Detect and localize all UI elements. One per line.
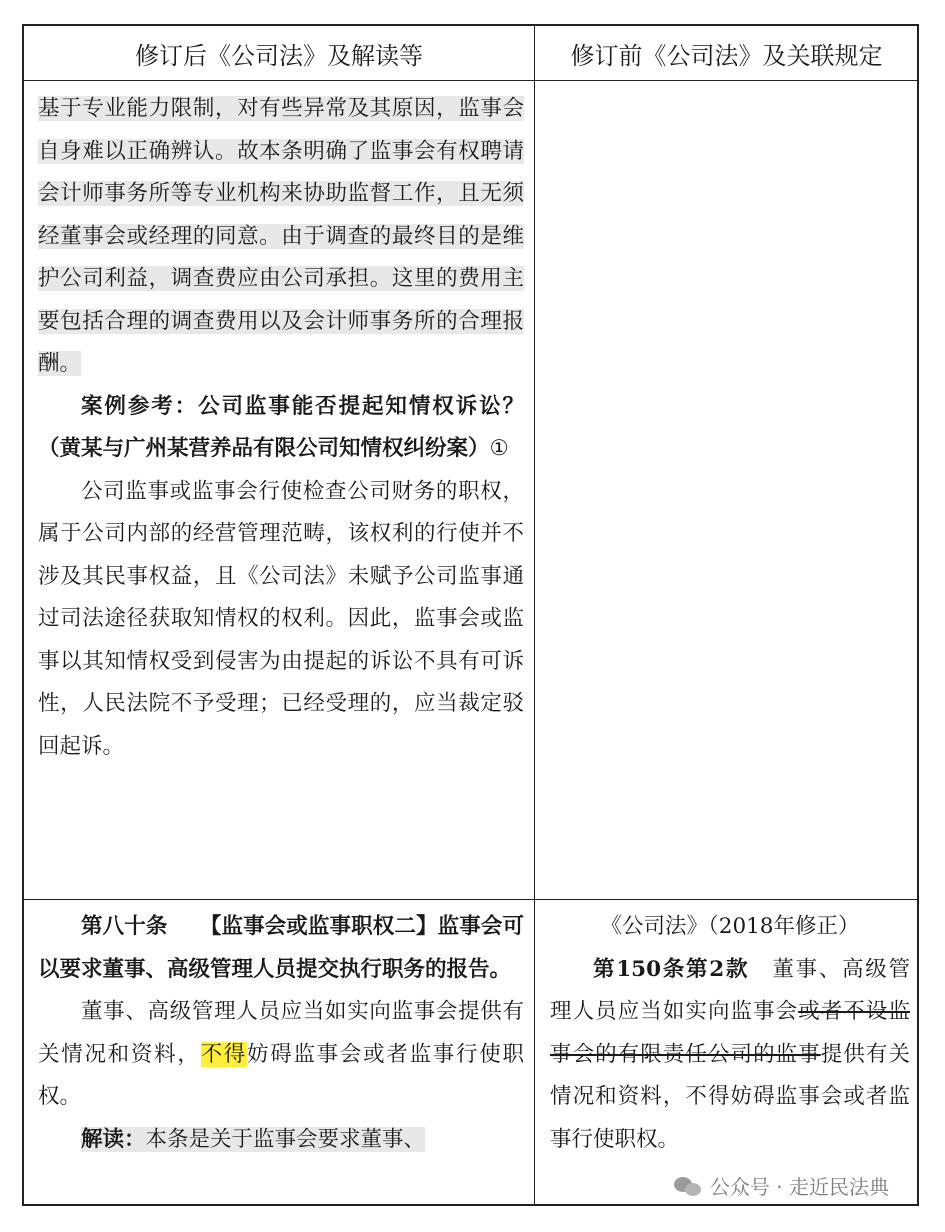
comparison-table (22, 24, 919, 1206)
deleted-text: 或者不设监事会的有限责任公司的监事 (550, 999, 910, 1067)
case-title: 案例参考：公司监事能否提起知情权诉讼？（黄某与广州某营养品有限公司知情权纠纷案）① (38, 393, 524, 461)
highlight-budei: 不得 (200, 1041, 248, 1067)
source-title: 《公司法》（2018年修正） (600, 914, 860, 939)
interpretation-start: 解读：本条是关于监事会要求董事、 (81, 1126, 426, 1152)
article-heading: 【监事会或监事职权二】 (199, 914, 438, 939)
interpretation-text: 基于专业能力限制，对有些异常及其原因，监事会自身难以正确辨认。故本条明确了监事会有权聘请会计师事务所等专业机构来协助监督工作，且无须经董事会或经理的同意。由于调查的最终目的是维护公司利益，调查费应由公司承担。这里的费用主要包括合理的调查费用以及会计师事务所的合理报酬。 (38, 96, 524, 376)
wechat-icon (674, 1175, 704, 1197)
header-left: 修订后《公司法》及解读等 (135, 41, 423, 70)
article-80 (38, 906, 524, 991)
article-80-paragraph: 董事、高级管理人员应当如实向监事会提供有关情况和资料，不得妨碍监事会或者监事行使职权。 (38, 999, 524, 1109)
clause-number: 第150条第2款 (593, 956, 750, 982)
interp-label: 解读： (81, 1126, 146, 1152)
article-number: 第八十条 (81, 914, 168, 939)
row2-left-cell (38, 906, 524, 1206)
footnote-mark: ① (489, 436, 509, 461)
row2-right-cell (550, 906, 910, 1206)
header-divider (24, 80, 917, 81)
clause-150-2: 第150条第2款 董事、高级管理人员应当如实向监事会或者不设监事会的有限责任公司的监事提供有关情况和资料，不得妨碍监事会或者监事行使职权。 (550, 956, 910, 1152)
article-bold-text: 监事会可以要求董事、高级管理人员提交执行职务的报告。 (38, 914, 524, 982)
row-divider (24, 899, 917, 900)
column-divider (534, 26, 535, 1204)
row1-left-cell (38, 88, 524, 896)
watermark-text: 公众号 · 走近民法典 (709, 1175, 889, 1199)
watermark (674, 1171, 889, 1200)
case-body: 公司监事或监事会行使检查公司财务的职权，属于公司内部的经营管理范畴，该权利的行使并不涉及其民事权益，且《公司法》未赋予公司监事通过司法途径获取知情权的权利。因此，监事会或监事以其知情权受到侵害为由提起的诉讼不具有可诉性，人民法院不予受理；已经受理的，应当裁定驳回起诉。 (38, 478, 524, 759)
header-right: 修订前《公司法》及关联规定 (570, 41, 883, 70)
